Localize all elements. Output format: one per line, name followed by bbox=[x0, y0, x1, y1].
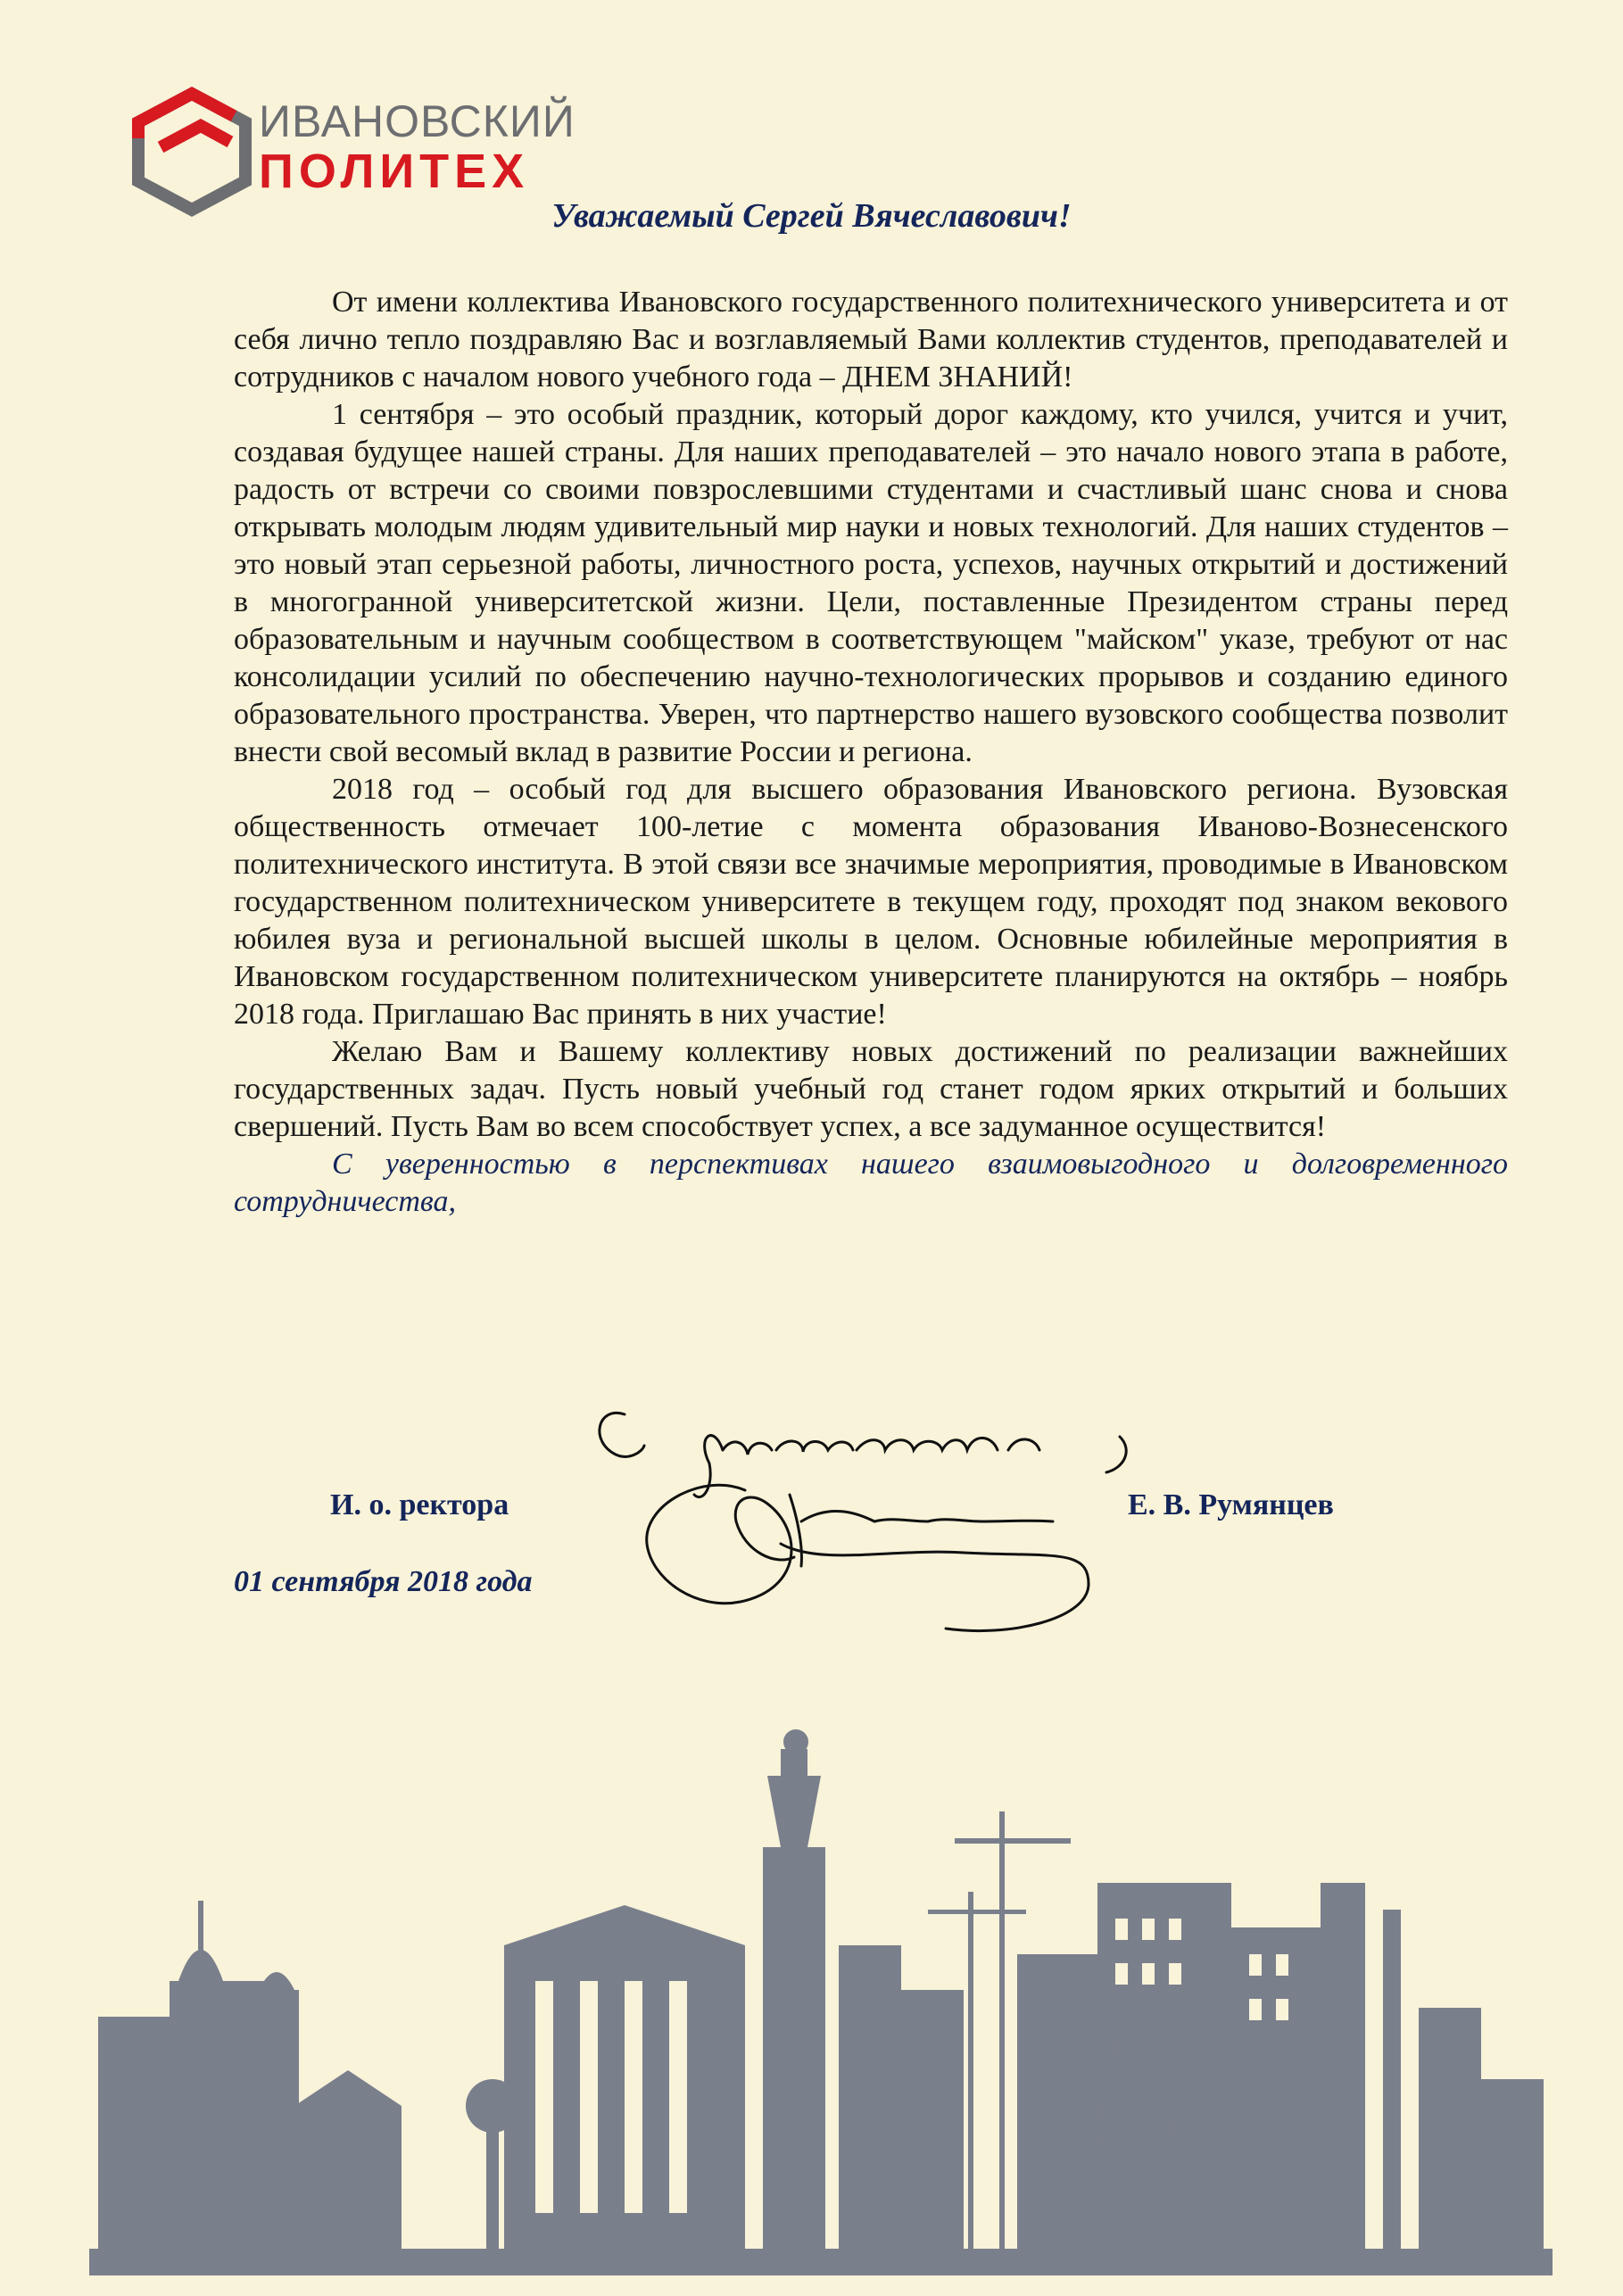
closing-line: С уверенностью в перспективах нашего взаимовыгодного и долговременного сотрудничества, bbox=[234, 1148, 1508, 1218]
city-skyline-illustration bbox=[0, 1722, 1623, 2296]
signatory-role: И. о. ректора bbox=[330, 1488, 509, 1521]
paragraph: 2018 год – особый год для высшего образования Ивановского региона. Вузовская общественность отмечает 100-летие с момента образования Иваново-Вознесенского политехнического института. В этой связи все значимые мероприятия, проводимые в Ивановском государственном политехническом университете в текущем году, проходят под знаком векового юбилея вуза и региональной высшей школы в целом. Основные юбилейные мероприятия в Ивановском государственном политехническом университете планируются на октябрь – ноябрь 2018 года. Приглашаю Вас принять в них участие! bbox=[234, 773, 1508, 1031]
paragraph: Желаю Вам и Вашему коллективу новых достижений по реализации важнейших государственных задач. Пусть новый учебный год станет годом ярких открытий и больших свершений. Пусть Вам во всем способствует успех, а все задуманное осуществится! bbox=[234, 1035, 1508, 1143]
paragraph: От имени коллектива Ивановского государственного политехнического университета и от себя лично тепло поздравляю Вас и возглавляемый Вами коллектив студентов, преподавателей и сотрудников с началом нового учебного года – ДНЕМ ЗНАНИЙ! bbox=[234, 286, 1508, 394]
letter-body bbox=[234, 284, 1508, 1221]
handwritten-signature bbox=[589, 1388, 1160, 1655]
signatory-name: Е. В. Румянцев bbox=[1128, 1488, 1334, 1521]
logo-line-2: ПОЛИТЕХ bbox=[259, 145, 530, 198]
letter-date: 01 сентября 2018 года bbox=[234, 1565, 533, 1598]
logo-line-1: ИВАНОВСКИЙ bbox=[259, 96, 576, 146]
paragraph: 1 сентября – это особый праздник, который дорог каждому, кто учился, учится и учит, создавая будущее нашей страны. Для наших преподавателей – это начало нового этапа в работе, радость от встречи со своими повзрослевшими студентами и счастливый шанс снова и снова открывать молодым людям удивительный мир науки и новых технологий. Для наших студентов – это новый этап серьезной работы, личностного роста, успехов, научных открытий и достижений в многогранной университетской жизни. Цели, поставленные Президентом страны перед образовательным и научным сообществом в соответствующем "майском" указе, требуют от нас консолидации усилий по обеспечению научно-технологических прорывов и созданию единого образовательного пространства. Уверен, что партнерство нашего вузовского сообщества позволит внести свой весомый вклад в развитие России и региона. bbox=[234, 398, 1508, 768]
salutation: Уважаемый Сергей Вячеславович! bbox=[551, 197, 1072, 235]
